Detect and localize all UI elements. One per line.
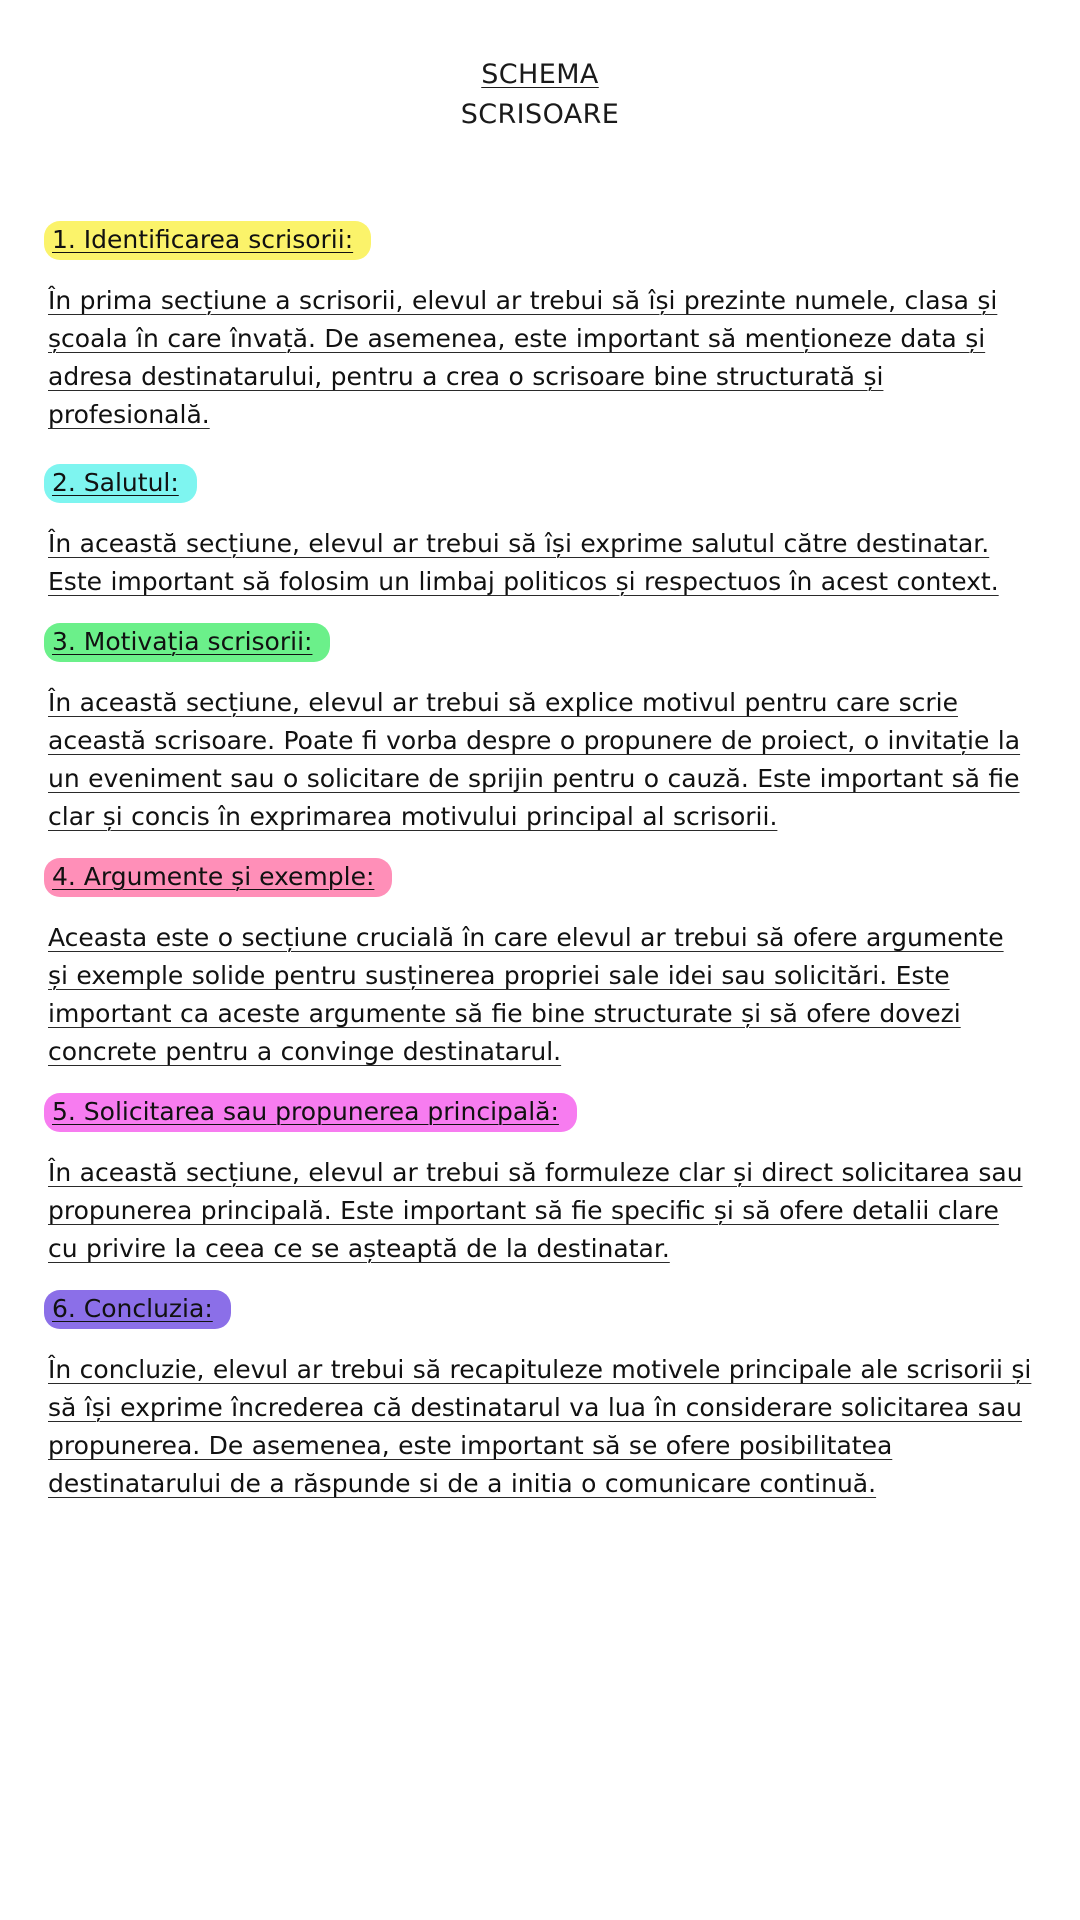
gap-2 (48, 601, 1032, 623)
page-title (48, 55, 1032, 135)
section-3-body: În această secțiune, elevul ar trebui să explice motivul pentru care scrie această scrisoare. Poate fi vorba despre o propunere de proiect, o invitație la un eveniment sau o solicitare de sprijin pentru o cauză. Este important să fie clar și concis în exprimarea motivului principal al scrisorii. (48, 688, 1021, 831)
section-5 (48, 1093, 1032, 1268)
page-title-line-1: SCHEMA (481, 59, 599, 90)
section-5-body: În această secțiune, elevul ar trebui să formuleze clar și direct solicitarea sau propunerea principală. Este important să fie specific și să ofere detalii clare cu privire la ceea ce se așteaptă de la destinatar. (48, 1158, 1023, 1263)
section-2 (48, 464, 1032, 601)
page-title-line-2: SCRISOARE (460, 99, 620, 130)
section-4 (48, 858, 1032, 1071)
section-6-heading: 6. Concluzia: (44, 1290, 231, 1329)
gap-3 (48, 836, 1032, 858)
section-4-body: Aceasta este o secțiune crucială în care elevul ar trebui să ofere argumente și exemple solide pentru susținerea propriei sale idei sau solicitări. Este important ca aceste argumente să fie bine structurate și să ofere dovezi concrete pentru a convinge destinatarul. (48, 923, 1004, 1066)
section-1-heading: 1. Identificarea scrisorii: (44, 221, 371, 260)
section-6 (48, 1290, 1032, 1503)
section-1-body: În prima secțiune a scrisorii, elevul ar trebui să își prezinte numele, clasa și școala în care învață. De asemenea, este important să menționeze data și adresa destinatarului, pentru a crea o scrisoare bine structurată și profesională. (48, 286, 998, 429)
gap-5 (48, 1268, 1032, 1290)
section-3-heading: 3. Motivația scrisorii: (44, 623, 330, 662)
gap-4 (48, 1071, 1032, 1093)
section-6-body: În concluzie, elevul ar trebui să recapituleze motivele principale ale scrisorii și să își exprime încrederea că destinatarul va lua în considerare solicitarea sau propunerea. De asemenea, este important să se ofere posibilitatea destinatarului de a răspunde si de a initia o comunicare continuă. (48, 1355, 1032, 1498)
section-3 (48, 623, 1032, 836)
section-1 (48, 221, 1032, 434)
section-2-heading: 2. Salutul: (44, 464, 197, 503)
gap-1 (48, 434, 1032, 464)
title-spacer (48, 135, 1032, 221)
section-4-heading: 4. Argumente și exemple: (44, 858, 392, 897)
section-5-heading: 5. Solicitarea sau propunerea principală: (44, 1093, 577, 1132)
section-2-body: În această secțiune, elevul ar trebui să își exprime salutul către destinatar. Este important să folosim un limbaj politicos și respectuos în acest context. (48, 529, 999, 596)
